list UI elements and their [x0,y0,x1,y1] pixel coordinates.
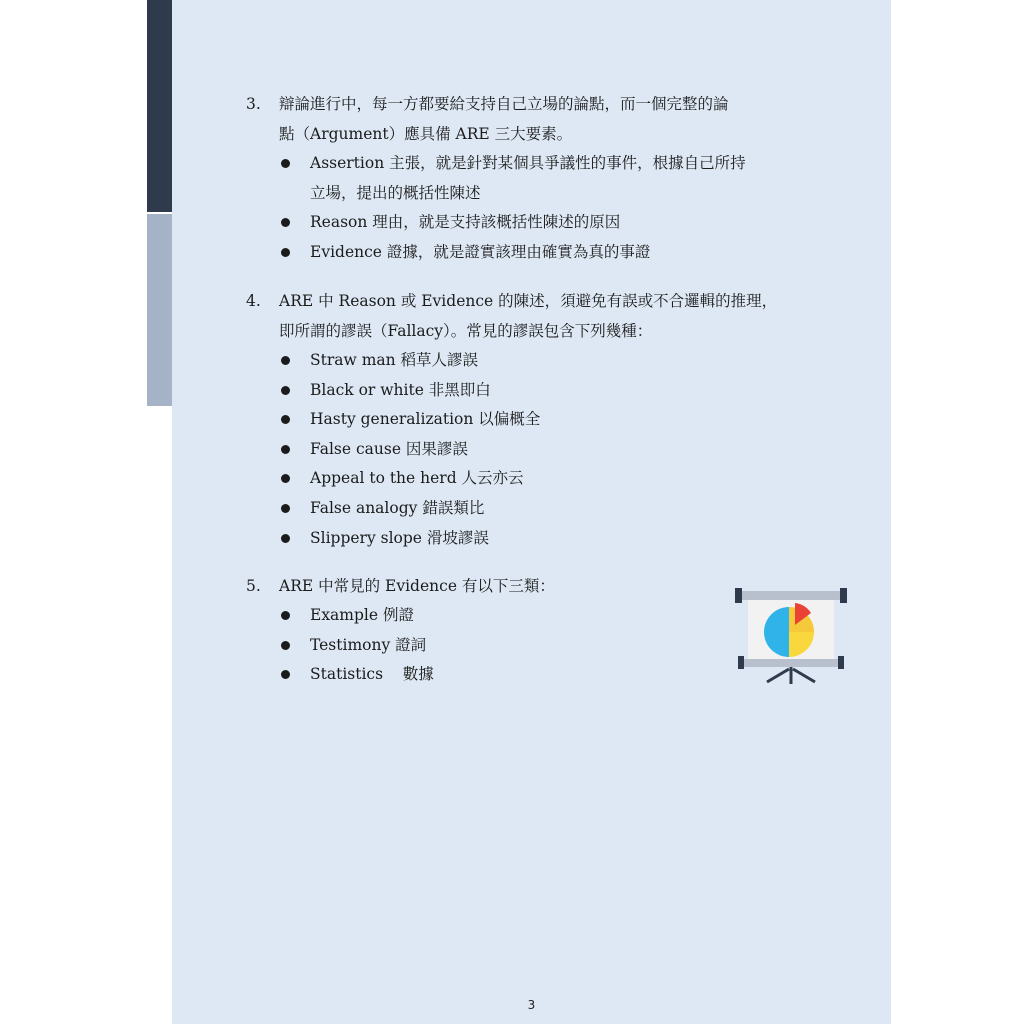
bullet-icon [281,641,290,650]
section-text-line: 點（Argument）應具備 ARE 三大要素。 [279,125,573,143]
bullet-icon [281,415,290,424]
bullet-icon [281,534,290,543]
list-item-text: False analogy 錯誤類比 [310,498,485,517]
list-item-text: False cause 因果謬誤 [310,439,468,458]
bullet-icon [281,248,290,257]
section-number: 3. [246,95,261,113]
bullet-list [246,346,826,553]
bullet-icon [281,159,290,168]
page-number: 3 [527,998,536,1012]
list-item [246,494,826,524]
bullet-icon [281,386,290,395]
section-text-line: ARE 中常見的 Evidence 有以下三類： [279,577,555,595]
bullet-list [246,149,826,267]
section-3 [246,89,826,267]
list-item-text: Appeal to the herd 人云亦云 [310,469,524,488]
presentation-pie-chart-icon [735,587,847,687]
list-item-text: Testimony 證詞 [310,635,427,654]
list-item-text: Assertion 主張，就是針對某個具爭議性的事件，根據自己所持 [310,154,746,172]
section-4 [246,286,826,553]
list-item [246,464,826,494]
decorative-bar-light [147,214,173,406]
bullet-icon [281,356,290,365]
list-item-text: Evidence 證據，就是證實該理由確實為真的事證 [310,242,651,261]
list-item-text: Statistics 數據 [310,665,434,684]
list-item [246,238,826,268]
list-item [246,376,826,406]
list-item [246,524,826,554]
bullet-icon [281,670,290,679]
document-page [172,0,891,1024]
section-number: 4. [246,292,261,310]
bullet-icon [281,218,290,227]
list-item-text: Example 例證 [310,606,414,624]
list-item [246,435,826,465]
section-number: 5. [246,577,261,595]
decorative-bar-dark [147,0,173,212]
list-item-text: Slippery slope 滑坡謬誤 [310,528,489,547]
bullet-icon [281,611,290,620]
list-item [246,208,826,238]
list-item-text: Reason 理由，就是支持該概括性陳述的原因 [310,213,621,232]
list-item-text: Hasty generalization 以偏概全 [310,410,541,429]
bullet-icon [281,474,290,483]
list-item [246,149,826,208]
section-text-line: ARE 中 Reason 或 Evidence 的陳述，須避免有誤或不合邏輯的推理， [279,292,778,310]
bullet-icon [281,445,290,454]
section-text-line: 即所謂的謬誤（Fallacy）。常見的謬誤包含下列幾種： [279,322,653,340]
list-item-text: Straw man 稻草人謬誤 [310,351,479,369]
bullet-icon [281,504,290,513]
section-text-line: 辯論進行中，每一方都要給支持自己立場的論點，而一個完整的論 [279,95,729,113]
list-item-text: Black or white 非黑即白 [310,380,491,399]
list-item [246,346,826,376]
list-item-text-continued: 立場，提出的概括性陳述 [310,183,481,202]
list-item [246,405,826,435]
